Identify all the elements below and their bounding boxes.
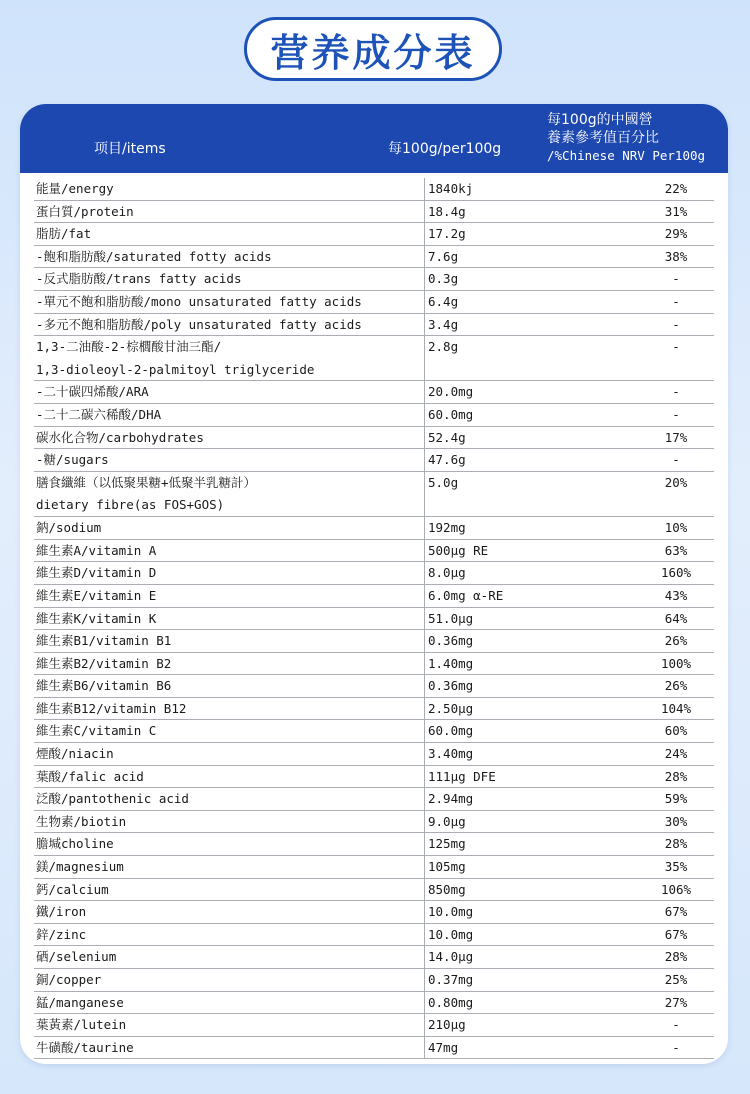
table-row [34,969,714,992]
row-name-cell [34,540,425,562]
row-name: 碳水化合物/carbohydrates [36,429,204,445]
row-name-cell [34,698,425,720]
row-per100g: 125mg [428,836,466,852]
row-name-cell [34,992,425,1014]
row-nrv: 64% [664,610,688,626]
row-per100g: 10.0mg [428,926,474,942]
row-nrv: - [672,316,680,332]
row-name: 維生素B12/vitamin B12 [36,700,187,716]
row-name: 鈉/sodium [36,520,102,536]
row-per100g: 850mg [428,881,466,897]
row-name: 銅/copper [36,972,102,987]
row-name: 生物素/biotin [36,813,127,829]
row-per100g: 1.40mg [428,655,474,671]
row-nrv: 59% [664,791,688,807]
row-nrv: - [672,271,680,287]
table-row [34,1014,714,1037]
table-row [34,766,714,789]
row-per100g: 0.36mg [428,633,474,649]
row-per100g: 9.0μg [428,813,466,829]
table-row [34,201,714,224]
row-name: 維生素B6/vitamin B6 [36,678,172,694]
row-per100g: 52.4g [428,429,466,445]
row-name: -二十碳四烯酸/ARA [36,384,149,400]
row-per100g: 0.3g [428,271,459,287]
table-row [34,336,714,381]
table-row [34,562,714,585]
row-nrv: 60% [664,723,688,739]
table-header [20,104,728,173]
header-items: 项目/items [94,141,166,157]
row-name-cell [34,1037,425,1059]
row-nrv: 28% [664,949,688,965]
table-row [34,178,714,201]
row-per100g: 3.4g [428,316,459,332]
table-row [34,608,714,631]
row-name: 牛磺酸/taurine [36,1039,134,1055]
row-name: 維生素K/vitamin K [36,610,157,626]
row-name-cell [34,743,425,765]
table-row [34,946,714,969]
row-name-cell [34,291,425,313]
row-nrv: 28% [664,768,688,784]
row-nrv: 25% [664,972,688,987]
row-nrv: 27% [664,994,688,1010]
header-nrv-line2: 養素參考值百分比 [547,130,659,146]
row-per100g: 10.0mg [428,904,474,920]
row-name-cell [34,766,425,788]
table-row [34,404,714,427]
row-name: 維生素C/vitamin C [36,723,157,739]
table-row [34,291,714,314]
row-nrv: - [672,452,680,468]
row-name-en: 1,3-dioleoyl-2-palmitoyl triglyceride [36,361,315,377]
table-row [34,698,714,721]
table-row [34,517,714,540]
table-body [34,178,714,1059]
row-per100g: 14.0μg [428,949,474,965]
row-nrv: 63% [664,542,688,558]
row-nrv: 67% [664,926,688,942]
row-per100g: 6.0mg α-RE [428,587,504,603]
header-nrv-line3: /%Chinese NRV Per100g [547,148,706,163]
row-name-cell [34,788,425,810]
row-name: 脂肪/fat [36,226,92,242]
row-name-cell [34,585,425,607]
row-nrv: 106% [660,881,692,897]
row-name: -單元不飽和脂肪酸/mono unsaturated fatty acids [36,293,362,309]
row-name-cell [34,246,425,268]
row-nrv: 38% [664,248,688,264]
table-row [34,223,714,246]
header-nrv-line1: 每100g的中國營 [547,112,653,128]
row-name-cell [34,223,425,245]
row-per100g: 111μg DFE [428,768,496,784]
table-row [34,901,714,924]
row-name-cell [34,946,425,968]
row-nrv: 100% [660,655,692,671]
row-name: 鐵/iron [36,904,87,920]
row-per100g: 2.94mg [428,791,474,807]
row-nrv: - [672,1017,680,1033]
row-name: 泛酸/pantothenic acid [36,791,189,807]
table-row [34,540,714,563]
row-name-cell [34,675,425,697]
row-name-cell [34,608,425,630]
row-nrv: 17% [664,429,688,445]
row-name: 葉黃素/lutein [36,1017,127,1033]
row-nrv: - [672,1039,680,1055]
row-name-cell [34,1014,425,1036]
row-name: 維生素A/vitamin A [36,542,157,558]
table-row [34,246,714,269]
row-per100g: 17.2g [428,226,466,242]
row-name-cell [34,517,425,539]
row-nrv: 26% [664,633,688,649]
row-per100g: 2.50μg [428,700,474,716]
nutrition-table-card [20,104,728,1064]
row-name-cell [34,653,425,675]
row-nrv: 26% [664,678,688,694]
row-per100g: 47.6g [428,452,466,468]
row-name: 能量/energy [36,181,114,196]
table-row [34,833,714,856]
table-row [34,788,714,811]
row-name-cell [34,720,425,742]
table-row [34,314,714,337]
row-name: 1,3-二油酸-2-棕櫚酸甘油三酯/ [36,339,222,355]
row-name-cell [34,901,425,923]
row-nrv: - [672,384,680,400]
row-name: 硒/selenium [36,949,117,965]
row-per100g: 51.0μg [428,610,474,626]
row-name-cell [34,879,425,901]
row-nrv: 43% [664,587,688,603]
row-name-cell [34,449,425,471]
row-nrv: 29% [664,226,688,242]
row-nrv: 31% [664,203,688,219]
row-name-cell [34,381,425,403]
row-name: -二十二碳六稀酸/DHA [36,407,162,423]
row-nrv: 35% [664,859,688,875]
row-name-en: dietary fibre(as FOS+GOS) [36,497,225,513]
row-name-cell [34,472,425,516]
header-nrv [547,111,705,165]
row-per100g: 6.4g [428,293,459,309]
row-name: -反式脂肪酸/trans fatty acids [36,271,242,287]
row-name-cell [34,268,425,290]
row-name: 鈣/calcium [36,881,109,897]
table-row [34,675,714,698]
table-row [34,653,714,676]
row-name: -多元不飽和脂肪酸/poly unsaturated fatty acids [36,316,362,332]
row-nrv: 22% [664,181,688,196]
row-nrv: 24% [664,746,688,762]
row-per100g: 5.0g [428,474,459,490]
table-row [34,381,714,404]
row-name-cell [34,201,425,223]
row-name: 維生素D/vitamin D [36,565,157,581]
row-per100g: 3.40mg [428,746,474,762]
table-row [34,743,714,766]
row-name: 維生素E/vitamin E [36,587,157,603]
row-nrv: - [672,339,680,355]
row-nrv: - [672,407,680,423]
row-name-cell [34,404,425,426]
row-nrv: 28% [664,836,688,852]
row-per100g: 0.37mg [428,972,474,987]
row-name-cell [34,969,425,991]
row-name: 煙酸/niacin [36,746,114,762]
table-row [34,449,714,472]
row-name: 葉酸/falic acid [36,768,144,784]
table-row [34,720,714,743]
row-per100g: 47mg [428,1039,459,1055]
row-name-cell [34,924,425,946]
row-per100g: 210μg [428,1017,466,1033]
row-per100g: 60.0mg [428,407,474,423]
row-per100g: 500μg RE [428,542,489,558]
row-name: 維生素B2/vitamin B2 [36,655,172,671]
row-nrv: 160% [660,565,692,581]
row-name-cell [34,811,425,833]
page-title: 营养成分表 [244,17,502,81]
row-per100g: 18.4g [428,203,466,219]
row-nrv: 67% [664,904,688,920]
table-row [34,1037,714,1060]
table-row [34,879,714,902]
row-name-cell [34,427,425,449]
row-per100g: 7.6g [428,248,459,264]
row-name-cell [34,314,425,336]
table-row [34,427,714,450]
row-nrv: 30% [664,813,688,829]
row-nrv: 20% [664,474,688,490]
row-name: 膽堿choline [36,836,114,852]
row-name: 蛋白質/protein [36,203,134,219]
row-name-cell [34,833,425,855]
row-name-cell [34,336,425,380]
row-per100g: 192mg [428,520,466,536]
row-name-cell [34,856,425,878]
row-per100g: 105mg [428,859,466,875]
table-row [34,992,714,1015]
table-row [34,811,714,834]
row-name: 膳食纖維（以低聚果糖+低聚半乳糖計） [36,474,257,490]
row-per100g: 0.36mg [428,678,474,694]
row-nrv: - [672,293,680,309]
row-per100g: 0.80mg [428,994,474,1010]
table-row [34,268,714,291]
row-name: 錳/manganese [36,994,124,1010]
row-per100g: 60.0mg [428,723,474,739]
row-per100g: 1840kj [428,181,474,196]
table-row [34,585,714,608]
row-per100g: 20.0mg [428,384,474,400]
table-row [34,856,714,879]
row-nrv: 104% [660,700,692,716]
table-row [34,472,714,517]
row-name-cell [34,630,425,652]
row-name: 維生素B1/vitamin B1 [36,633,172,649]
row-name-cell [34,178,425,200]
row-name: 鎂/magnesium [36,859,124,875]
row-nrv: 10% [664,520,688,536]
table-row [34,924,714,947]
header-per100g: 每100g/per100g [388,141,502,157]
row-name: -糖/sugars [36,452,109,468]
table-row [34,630,714,653]
row-per100g: 2.8g [428,339,459,355]
row-name: 鋅/zinc [36,926,87,942]
row-name: -飽和脂肪酸/saturated fotty acids [36,248,272,264]
row-name-cell [34,562,425,584]
row-per100g: 8.0μg [428,565,466,581]
